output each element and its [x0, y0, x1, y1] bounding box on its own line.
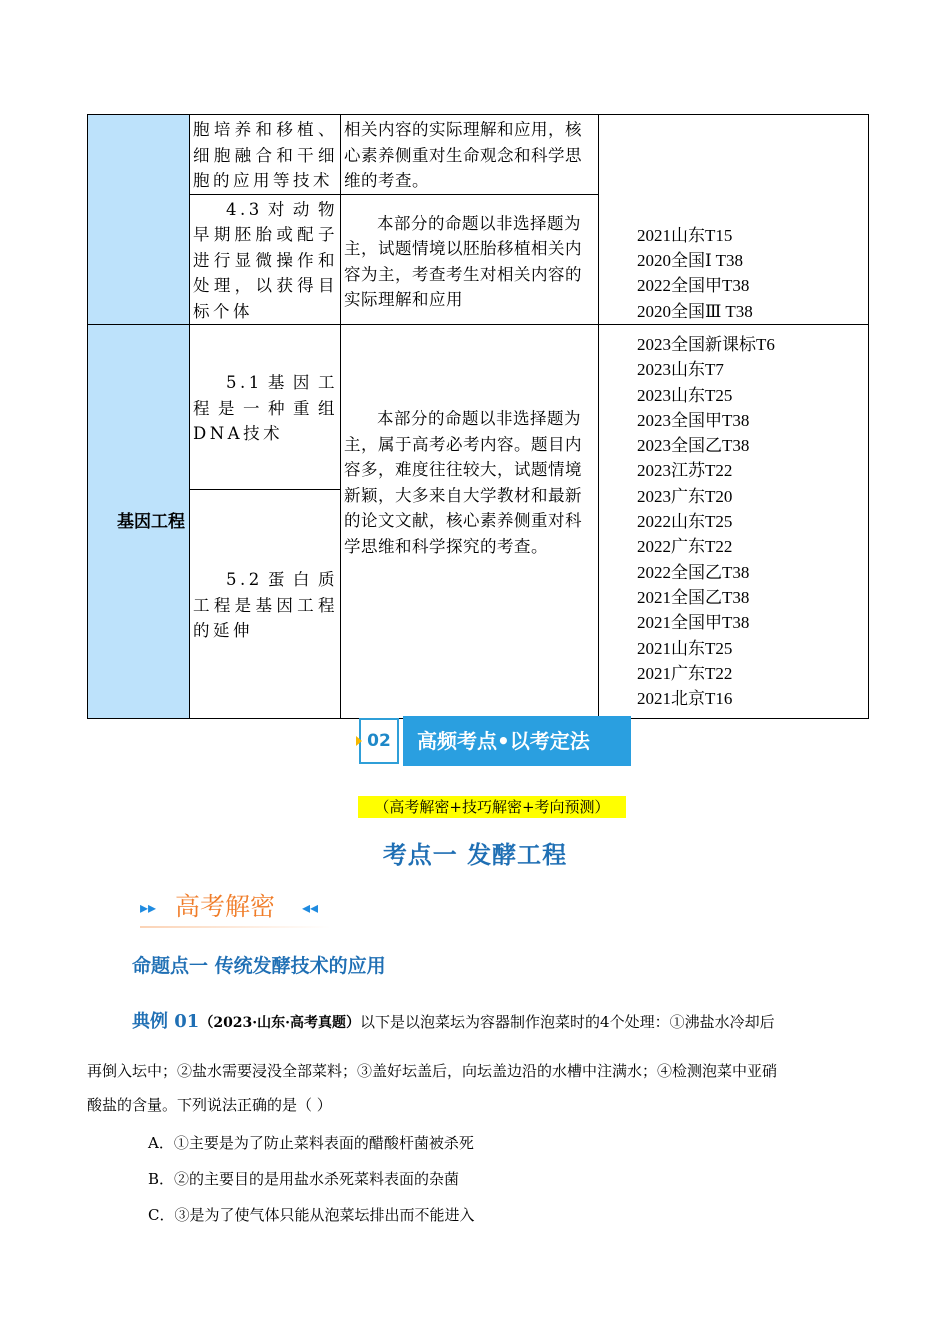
years-cell [599, 325, 869, 719]
exam-year-item: 2021北京T16 [637, 689, 733, 709]
exam-year-item: 2022全国甲T38 [637, 276, 750, 296]
double-arrow-left-icon: ◂◂ [302, 898, 319, 917]
subtopic-cell [190, 490, 341, 719]
description-text: 本部分的命题以非选择题为主，试题情境以胚胎移植相关内容为主，考查考生对相关内容的实际理解和应用 [344, 213, 582, 309]
exam-year-item: 2023全国甲T38 [637, 410, 750, 430]
section-number: 02 [359, 718, 399, 764]
table-row [88, 115, 869, 195]
exam-year-list [599, 325, 868, 711]
exam-year-item: 2020全国Ⅲ T38 [637, 301, 753, 321]
exam-year-item: 2021全国乙T38 [637, 587, 750, 607]
option-c[interactable]: C．③是为了使气体只能从泡菜坛排出而不能进入 [148, 1206, 475, 1224]
gaokao-jiemi-heading [140, 888, 330, 928]
subtopic-cell [190, 115, 341, 195]
exam-year-item: 2021山东T25 [637, 638, 733, 658]
example-line3: 酸盐的含量。下列说法正确的是（ ） [87, 1096, 332, 1114]
subtopic-text: 5.1基因工程是一种重组DNA技术 [193, 373, 338, 443]
example-line1: 以下是以泡菜坛为容器制作泡菜时的4个处理：①沸盐水冷却后 [360, 1013, 775, 1031]
exam-year-item: 2023全国乙T38 [637, 436, 750, 456]
subtopic-text: 胞培养和移植、细胞融合和干细胞的应用等技术 [193, 120, 338, 190]
option-a[interactable]: A．①主要是为了防止菜料表面的醋酸杆菌被杀死 [148, 1134, 474, 1152]
example-label: 典例 01 [132, 1011, 200, 1032]
topic-label [88, 511, 189, 533]
topic-cell [88, 115, 190, 325]
exam-year-item: 2021广东T22 [637, 663, 733, 683]
exam-year-item: 2023广东T20 [637, 486, 733, 506]
example-intro [87, 1008, 867, 1037]
exam-year-item: 2022广东T22 [637, 537, 733, 557]
exam-year-item: 2023全国新课标T6 [637, 335, 775, 354]
subtopic-cell [190, 325, 341, 490]
heading-underline [140, 926, 330, 928]
exam-year-item: 2021全国甲T38 [637, 613, 750, 633]
section-subtitle: （高考解密+技巧解密+考向预测） [358, 796, 626, 818]
years-cell [599, 115, 869, 325]
exam-year-list [599, 223, 868, 324]
description-cell [341, 325, 599, 719]
section-title: 高频考点•以考定法 [403, 716, 631, 766]
double-arrow-right-icon: ▸▸ [140, 898, 157, 917]
description-text: 本部分的命题以非选择题为主，属于高考必考内容。题目内容多，难度往往较大，试题情境新颖，大多来自大学教材和最新的论文文献，核心素养侧重对科学思维和科学探究的考查。 [344, 409, 582, 556]
triangle-icon [356, 736, 362, 746]
page-title: 考点一 发酵工程 [382, 841, 568, 869]
description-cell [341, 194, 599, 325]
example-line2: 再倒入坛中；②盐水需要浸没全部菜料；③盖好坛盖后，向坛盖边沿的水槽中注满水；④检测泡菜中亚硝 [87, 1062, 778, 1080]
description-text: 相关内容的实际理解和应用，核心素养侧重对生命观念和科学思维的考查。 [344, 120, 582, 190]
exam-year-item: 2023江苏T22 [637, 461, 733, 481]
exam-year-item: 2020全国Ⅰ T38 [637, 251, 744, 271]
topic-label-text: 基因工程 [117, 511, 185, 532]
exam-year-item: 2021山东T15 [637, 225, 733, 245]
subtopic-cell [190, 194, 341, 325]
subtopic-text: 4.3对动物早期胚胎或配子进行显微操作和处理，以获得目标个体 [193, 199, 338, 321]
exam-year-item: 2023山东T7 [637, 360, 724, 380]
exam-year-item: 2023山东T25 [637, 385, 733, 405]
option-b[interactable]: B．②的主要目的是用盐水杀死菜料表面的杂菌 [148, 1170, 460, 1188]
topic-cell [88, 325, 190, 719]
syllabus-table [87, 114, 869, 719]
proposition-heading: 命题点一 传统发酵技术的应用 [132, 955, 386, 977]
subtopic-text: 5.2蛋白质工程是基因工程的延伸 [193, 570, 338, 640]
example-source: （2023·山东·高考真题） [199, 1015, 361, 1031]
table-row [88, 325, 869, 490]
section-banner [359, 716, 631, 766]
exam-year-item: 2022全国乙T38 [637, 562, 750, 582]
exam-year-item: 2022山东T25 [637, 512, 733, 532]
description-cell [341, 115, 599, 195]
jiemi-label: 高考解密 [175, 892, 276, 921]
